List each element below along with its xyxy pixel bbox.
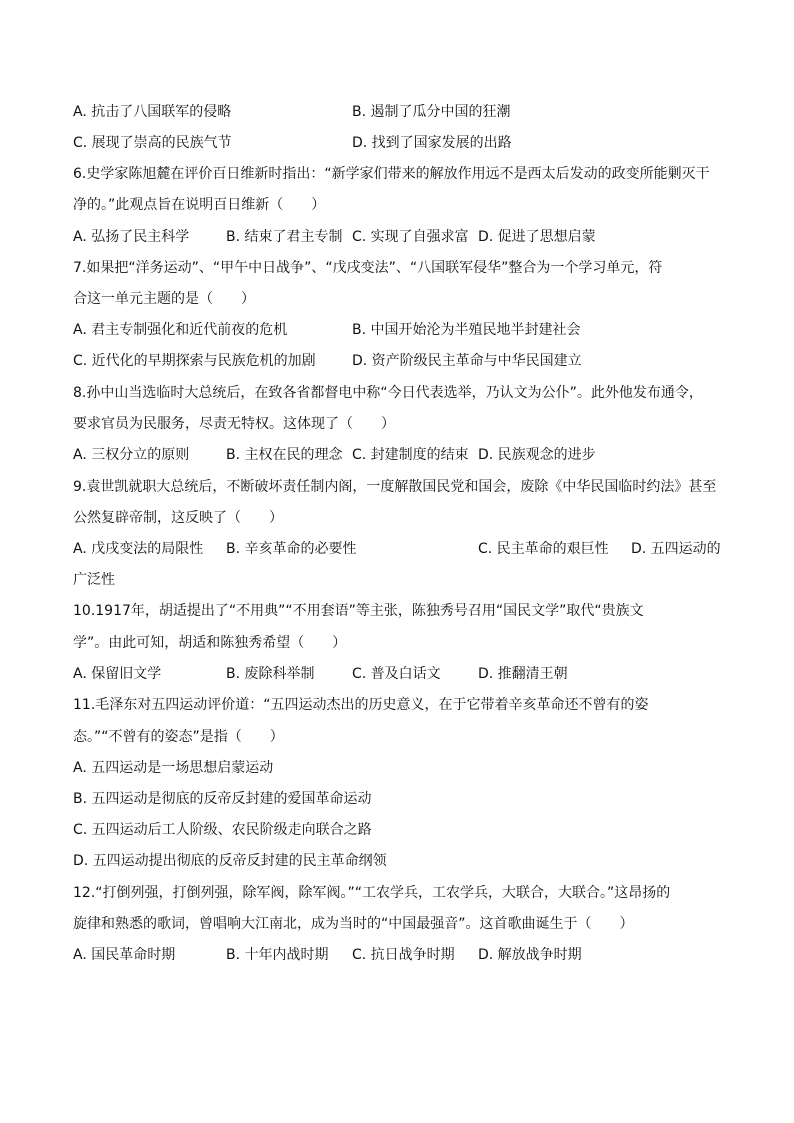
q12-option-b: B. 十年内战时期 [226,947,329,963]
q8-option-b: B. 主权在民的理念 [226,447,343,463]
q9-stem-line1: 9.袁世凯就职大总统后，不断破坏责任制内阁，一度解散国民党和国会，废除《中华民国临时约法》甚至 [73,479,717,495]
q11-stem-line2: 态。”“不曾有的姿态”是指（ ） [73,729,284,745]
q5-option-c: C. 展现了崇高的民族气节 [73,135,232,151]
q6-stem-line1: 6.史学家陈旭麓在评价百日维新时指出：“新学家们带来的解放作用远不是西太后发动的政变所能剿灭干 [73,166,710,182]
q12-option-c: C. 抗日战争时期 [352,947,455,963]
q9-option-c: C. 民主革命的艰巨性 [478,541,609,557]
q8-option-a: A. 三权分立的原则 [73,447,190,463]
q11-stem-line1: 11.毛泽东对五四运动评价道：“五四运动杰出的历史意义，在于它带着辛亥革命还不曾有的姿 [73,697,649,713]
q7-option-c: C. 近代化的早期探索与民族危机的加剧 [73,353,316,369]
q8-stem-line1: 8.孙中山当选临时大总统后，在致各省都督电中称“今日代表选举，乃认文为公仆”。此外他发布通令， [73,385,703,401]
q10-stem-line2: 学”。由此可知，胡适和陈独秀希望（ ） [73,635,347,651]
q7-stem-line2: 合这一单元主题的是（ ） [73,291,255,307]
q8-option-d: D. 民族观念的进步 [478,447,596,463]
q10-stem-line1: 10.1917年，胡适提出了“不用典”“不用套语”等主张，陈独秀号召用“国民文学”取代“贵族文 [73,603,644,619]
q6-option-a: A. 弘扬了民主科学 [73,229,190,245]
q8-stem-line2: 要求官员为民服务，尽责无特权。这体现了（ ） [73,416,395,432]
q9-stem-line2: 公然复辟帝制，这反映了（ ） [73,510,283,526]
q10-option-c: C. 普及白话文 [352,666,441,682]
q12-stem-line2: 旋律和熟悉的歌词，曾唱响大江南北，成为当时的“中国最强音”。这首歌曲诞生于（ ） [73,916,634,932]
q9-option-b: B. 辛亥革命的必要性 [226,541,357,557]
q7-option-a: A. 君主专制强化和近代前夜的危机 [73,322,288,338]
q12-option-d: D. 解放战争时期 [478,947,582,963]
q11-option-a: A. 五四运动是一场思想启蒙运动 [73,760,274,776]
q10-option-d: D. 推翻清王朝 [478,666,568,682]
q12-stem-line1: 12.“打倒列强，打倒列强，除军阀，除军阀。”“工农学兵，工农学兵，大联合，大联合。”这昂扬的 [73,885,671,901]
q7-stem-line1: 7.如果把“洋务运动”、“甲午中日战争”、“戊戌变法”、“八国联军侵华”整合为一个学习单元，符 [73,260,663,276]
q10-option-a: A. 保留旧文学 [73,666,162,682]
q6-stem-line2: 净的。”此观点旨在说明百日维新（ ） [73,197,326,213]
q6-option-c: C. 实现了自强求富 [352,229,469,245]
q12-option-a: A. 国民革命时期 [73,947,176,963]
q9-option-d: D. 五四运动的 [631,541,721,557]
q5-option-a: A. 抗击了八国联军的侵略 [73,104,232,120]
q10-option-b: B. 废除科举制 [226,666,315,682]
q7-option-b: B. 中国开始沦为半殖民地半封建社会 [352,322,581,338]
q11-option-d: D. 五四运动提出彻底的反帝反封建的民主革命纲领 [73,853,387,869]
q7-option-d: D. 资产阶级民主革命与中华民国建立 [352,353,582,369]
q5-option-d: D. 找到了国家发展的出路 [352,135,512,151]
q9-option-a: A. 戊戌变法的局限性 [73,541,204,557]
q5-option-b: B. 遏制了瓜分中国的狂潮 [352,104,511,120]
q6-option-d: D. 促进了思想启蒙 [478,229,596,245]
q9-option-d-wrap: 广泛性 [73,572,115,588]
q8-option-c: C. 封建制度的结束 [352,447,469,463]
q11-option-c: C. 五四运动后工人阶级、农民阶级走向联合之路 [73,822,372,838]
q11-option-b: B. 五四运动是彻底的反帝反封建的爱国革命运动 [73,791,372,807]
q6-option-b: B. 结束了君主专制 [226,229,343,245]
